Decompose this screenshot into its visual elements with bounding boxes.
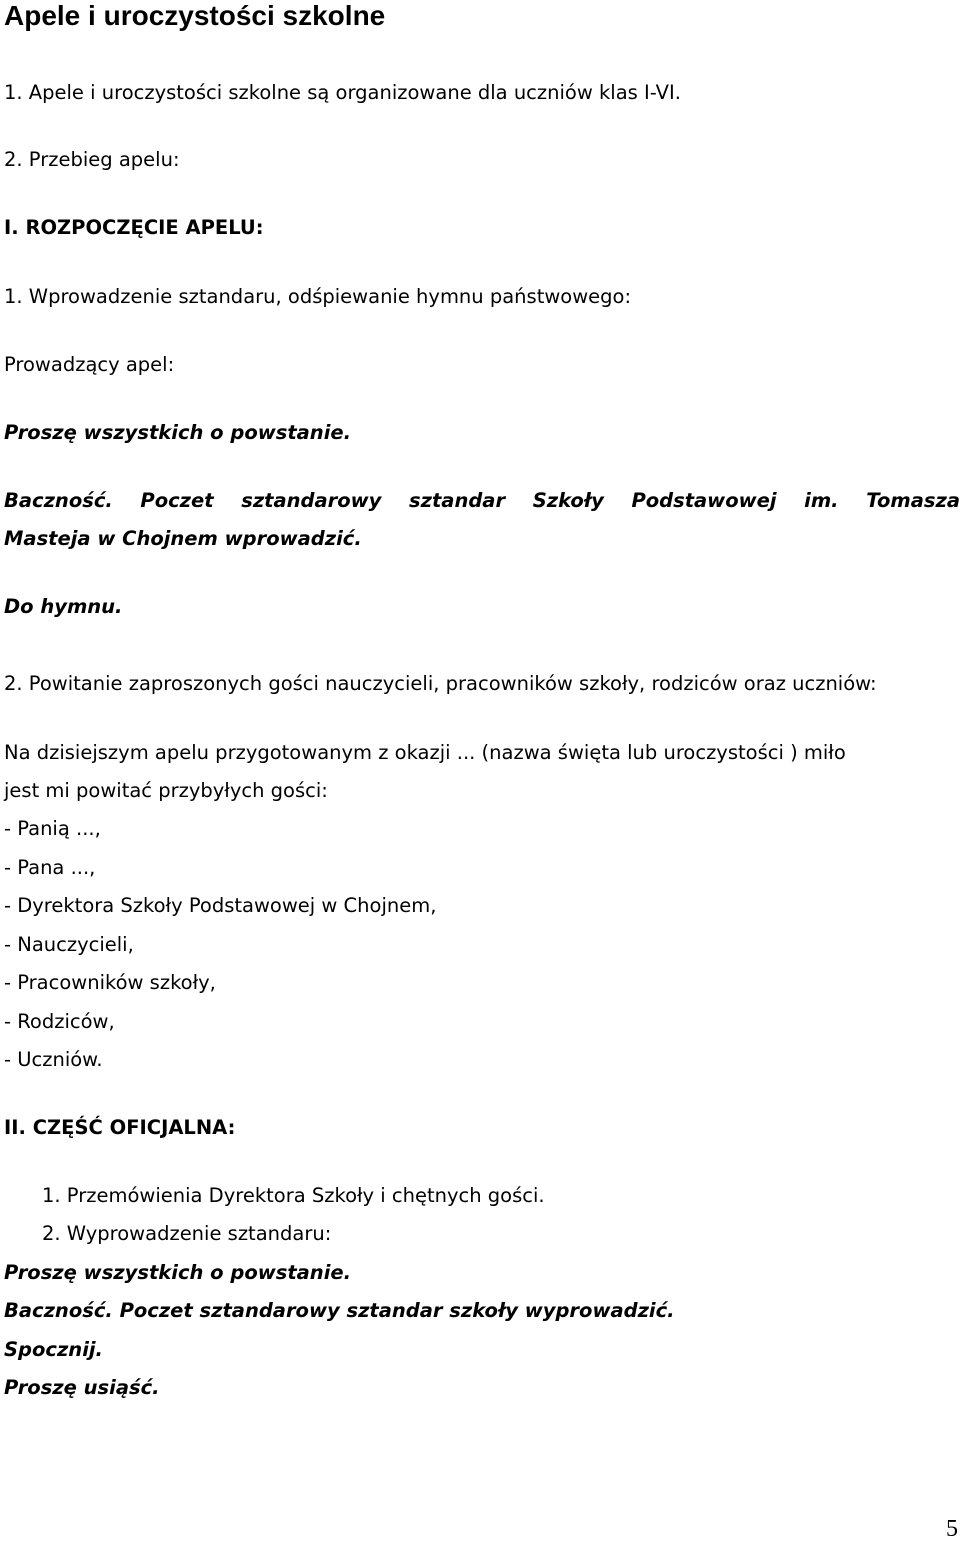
welcome-line-2: jest mi powitać przybyłych gości: (4, 779, 328, 802)
guest-list-item: - Pracowników szkoły, (4, 971, 216, 994)
guest-list-item: - Pana ..., (4, 856, 96, 879)
closing-command: Baczność. Poczet sztandarowy sztandar szkoły wyprowadzić. (4, 1299, 675, 1322)
guest-list-item: - Panią ..., (4, 817, 101, 840)
command-banner-line-2: Masteja w Chojnem wprowadzić. (4, 527, 362, 550)
section-2-heading: II. CZĘŚĆ OFICJALNA: (4, 1116, 236, 1139)
closing-command: Proszę wszystkich o powstanie. (4, 1261, 352, 1284)
section-2-item-2: 2. Wyprowadzenie sztandaru: (42, 1222, 332, 1245)
welcome-line-1: Na dzisiejszym apelu przygotowanym z okazji ... (nazwa święta lub uroczystości ) miło (4, 741, 846, 764)
guest-list-item: - Dyrektora Szkoły Podstawowej w Chojnem, (4, 894, 437, 917)
document-title: Apele i uroczystości szkolne (4, 0, 386, 31)
guest-list-item: - Uczniów. (4, 1048, 103, 1071)
command-stand: Proszę wszystkich o powstanie. (4, 421, 352, 444)
guest-list-item: - Rodziców, (4, 1010, 115, 1033)
guest-list-item: - Nauczycieli, (4, 933, 134, 956)
intro-item-1: 1. Apele i uroczystości szkolne są organizowane dla uczniów klas I-VI. (4, 81, 681, 104)
section-2-item-1: 1. Przemówienia Dyrektora Szkoły i chętnych gości. (42, 1184, 545, 1207)
closing-command: Spocznij. (4, 1338, 103, 1361)
command-anthem: Do hymnu. (4, 595, 123, 618)
intro-item-2: 2. Przebieg apelu: (4, 148, 180, 171)
leader-label: Prowadzący apel: (4, 353, 175, 376)
section-1-item-2: 2. Powitanie zaproszonych gości nauczycieli, pracowników szkoły, rodziców oraz uczniów: (4, 672, 877, 695)
closing-command: Proszę usiąść. (4, 1376, 160, 1399)
section-1-item-1: 1. Wprowadzenie sztandaru, odśpiewanie hymnu państwowego: (4, 285, 632, 308)
command-banner-line-1: Baczność. Poczet sztandarowy sztandar Szkoły Podstawowej im. Tomasza (4, 489, 960, 512)
section-1-heading: I. ROZPOCZĘCIE APELU: (4, 216, 264, 239)
page-number: 5 (946, 1516, 958, 1542)
